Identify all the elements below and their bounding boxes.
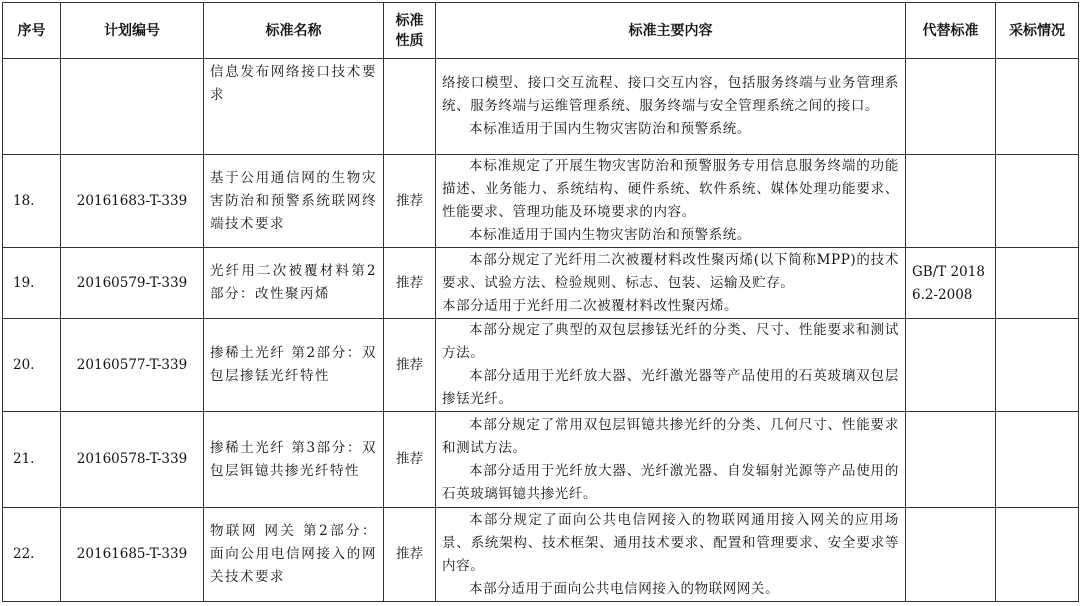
content-paragraph: 本部分适用于光纤用二次被覆材料改性聚丙烯。 <box>442 297 739 314</box>
cell-nature <box>384 59 436 155</box>
table-row <box>3 319 1079 412</box>
header-adoption: 采标情况 <box>996 3 1079 59</box>
cell-plan-no: 20160578-T-339 <box>61 412 204 508</box>
cell-content <box>436 59 906 155</box>
header-plan-no: 计划编号 <box>61 3 204 59</box>
cell-seq: 20. <box>3 319 61 412</box>
cell-name: 掺稀土光纤 第2部分：双包层掺铥光纤特性 <box>204 319 384 412</box>
cell-content <box>436 155 906 248</box>
cell-replaces <box>906 155 996 248</box>
cell-seq <box>3 59 61 155</box>
content-paragraph: 本标准规定了开展生物灾害防治和预警服务专用信息服务终端的功能描述、业务能力、系统结构、硬件系统、软件系统、媒体处理功能要求、性能要求、管理功能及环境要求的内容。 <box>442 158 899 220</box>
cell-name: 掺稀土光纤 第3部分：双包层铒镱共掺光纤特性 <box>204 412 384 508</box>
cell-seq: 21. <box>3 412 61 508</box>
cell-replaces <box>906 59 996 155</box>
cell-plan-no: 20160577-T-339 <box>61 319 204 412</box>
header-content: 标准主要内容 <box>436 3 906 59</box>
header-row <box>3 3 1079 59</box>
cell-nature: 推荐 <box>384 319 436 412</box>
cell-replaces: GB/T 20186.2-2008 <box>906 248 996 319</box>
cell-adoption <box>996 319 1079 412</box>
cell-nature: 推荐 <box>384 155 436 248</box>
cell-name: 光纤用二次被覆材料第2部分：改性聚丙烯 <box>204 248 384 319</box>
cell-nature: 推荐 <box>384 508 436 602</box>
cell-adoption <box>996 59 1079 155</box>
cell-replaces <box>906 412 996 508</box>
cell-content <box>436 319 906 412</box>
cell-seq: 18. <box>3 155 61 248</box>
cell-content <box>436 248 906 319</box>
cell-name: 信息发布网络接口技术要求 <box>204 59 384 155</box>
cell-name: 基于公用通信网的生物灾害防治和预警系统联网终端技术要求 <box>204 155 384 248</box>
cell-adoption <box>996 155 1079 248</box>
cell-adoption <box>996 248 1079 319</box>
cell-plan-no <box>61 59 204 155</box>
content-paragraph: 本部分适用于光纤放大器、光纤激光器等产品使用的石英玻璃双包层掺铥光纤。 <box>442 368 899 407</box>
table-row <box>3 508 1079 602</box>
table-row <box>3 155 1079 248</box>
content-paragraph: 本部分适用于面向公共电信网接入的物联网网关。 <box>469 580 780 597</box>
header-seq: 序号 <box>3 3 61 59</box>
table-row <box>3 248 1079 319</box>
content-paragraph: 络接口模型、接口交互流程、接口交互内容，包括服务终端与业务管理系统、服务终端与运维管理系统、服务终端与安全管理系统之间的接口。 <box>442 75 899 114</box>
content-paragraph: 本部分规定了光纤用二次被覆材料改性聚丙烯(以下简称MPP)的技术要求、试验方法、检验规则、标志、包装、运输及贮存。 <box>442 251 899 291</box>
content-paragraph: 本部分规定了常用双包层铒镱共掺光纤的分类、几何尺寸、性能要求和测试方法。 <box>442 416 899 456</box>
cell-nature: 推荐 <box>384 412 436 508</box>
cell-name: 物联网 网关 第2部分：面向公用电信网接入的网关技术要求 <box>204 508 384 602</box>
cell-content <box>436 412 906 508</box>
cell-replaces <box>906 508 996 602</box>
content-paragraph: 本部分适用于光纤放大器、光纤激光器、自发辐射光源等产品使用的石英玻璃铒镱共掺光纤。 <box>442 462 899 502</box>
cell-replaces <box>906 319 996 412</box>
cell-seq: 22. <box>3 508 61 602</box>
cell-plan-no: 20161683-T-339 <box>61 155 204 248</box>
cell-adoption <box>996 412 1079 508</box>
cell-seq: 19. <box>3 248 61 319</box>
cell-content <box>436 508 906 602</box>
cell-plan-no: 20160579-T-339 <box>61 248 204 319</box>
content-paragraph: 本标准适用于国内生物灾害防治和预警系统。 <box>469 121 751 137</box>
standards-table <box>2 2 1079 602</box>
header-replaces: 代替标准 <box>906 3 996 59</box>
cell-plan-no: 20161685-T-339 <box>61 508 204 602</box>
content-paragraph: 本部分规定了面向公共电信网接入的物联网通用接入网关的应用场景、系统架构、技术框架、通用技术要求、配置和管理要求、安全要求等内容。 <box>442 511 899 574</box>
content-paragraph: 本部分规定了典型的双包层掺铥光纤的分类、尺寸、性能要求和测试方法。 <box>442 322 899 361</box>
header-nature: 标准性质 <box>384 3 436 59</box>
table-row <box>3 412 1079 508</box>
table-row <box>3 59 1079 155</box>
header-name: 标准名称 <box>204 3 384 59</box>
cell-nature: 推荐 <box>384 248 436 319</box>
content-paragraph: 本标准适用于国内生物灾害防治和预警系统。 <box>469 227 751 243</box>
cell-adoption <box>996 508 1079 602</box>
